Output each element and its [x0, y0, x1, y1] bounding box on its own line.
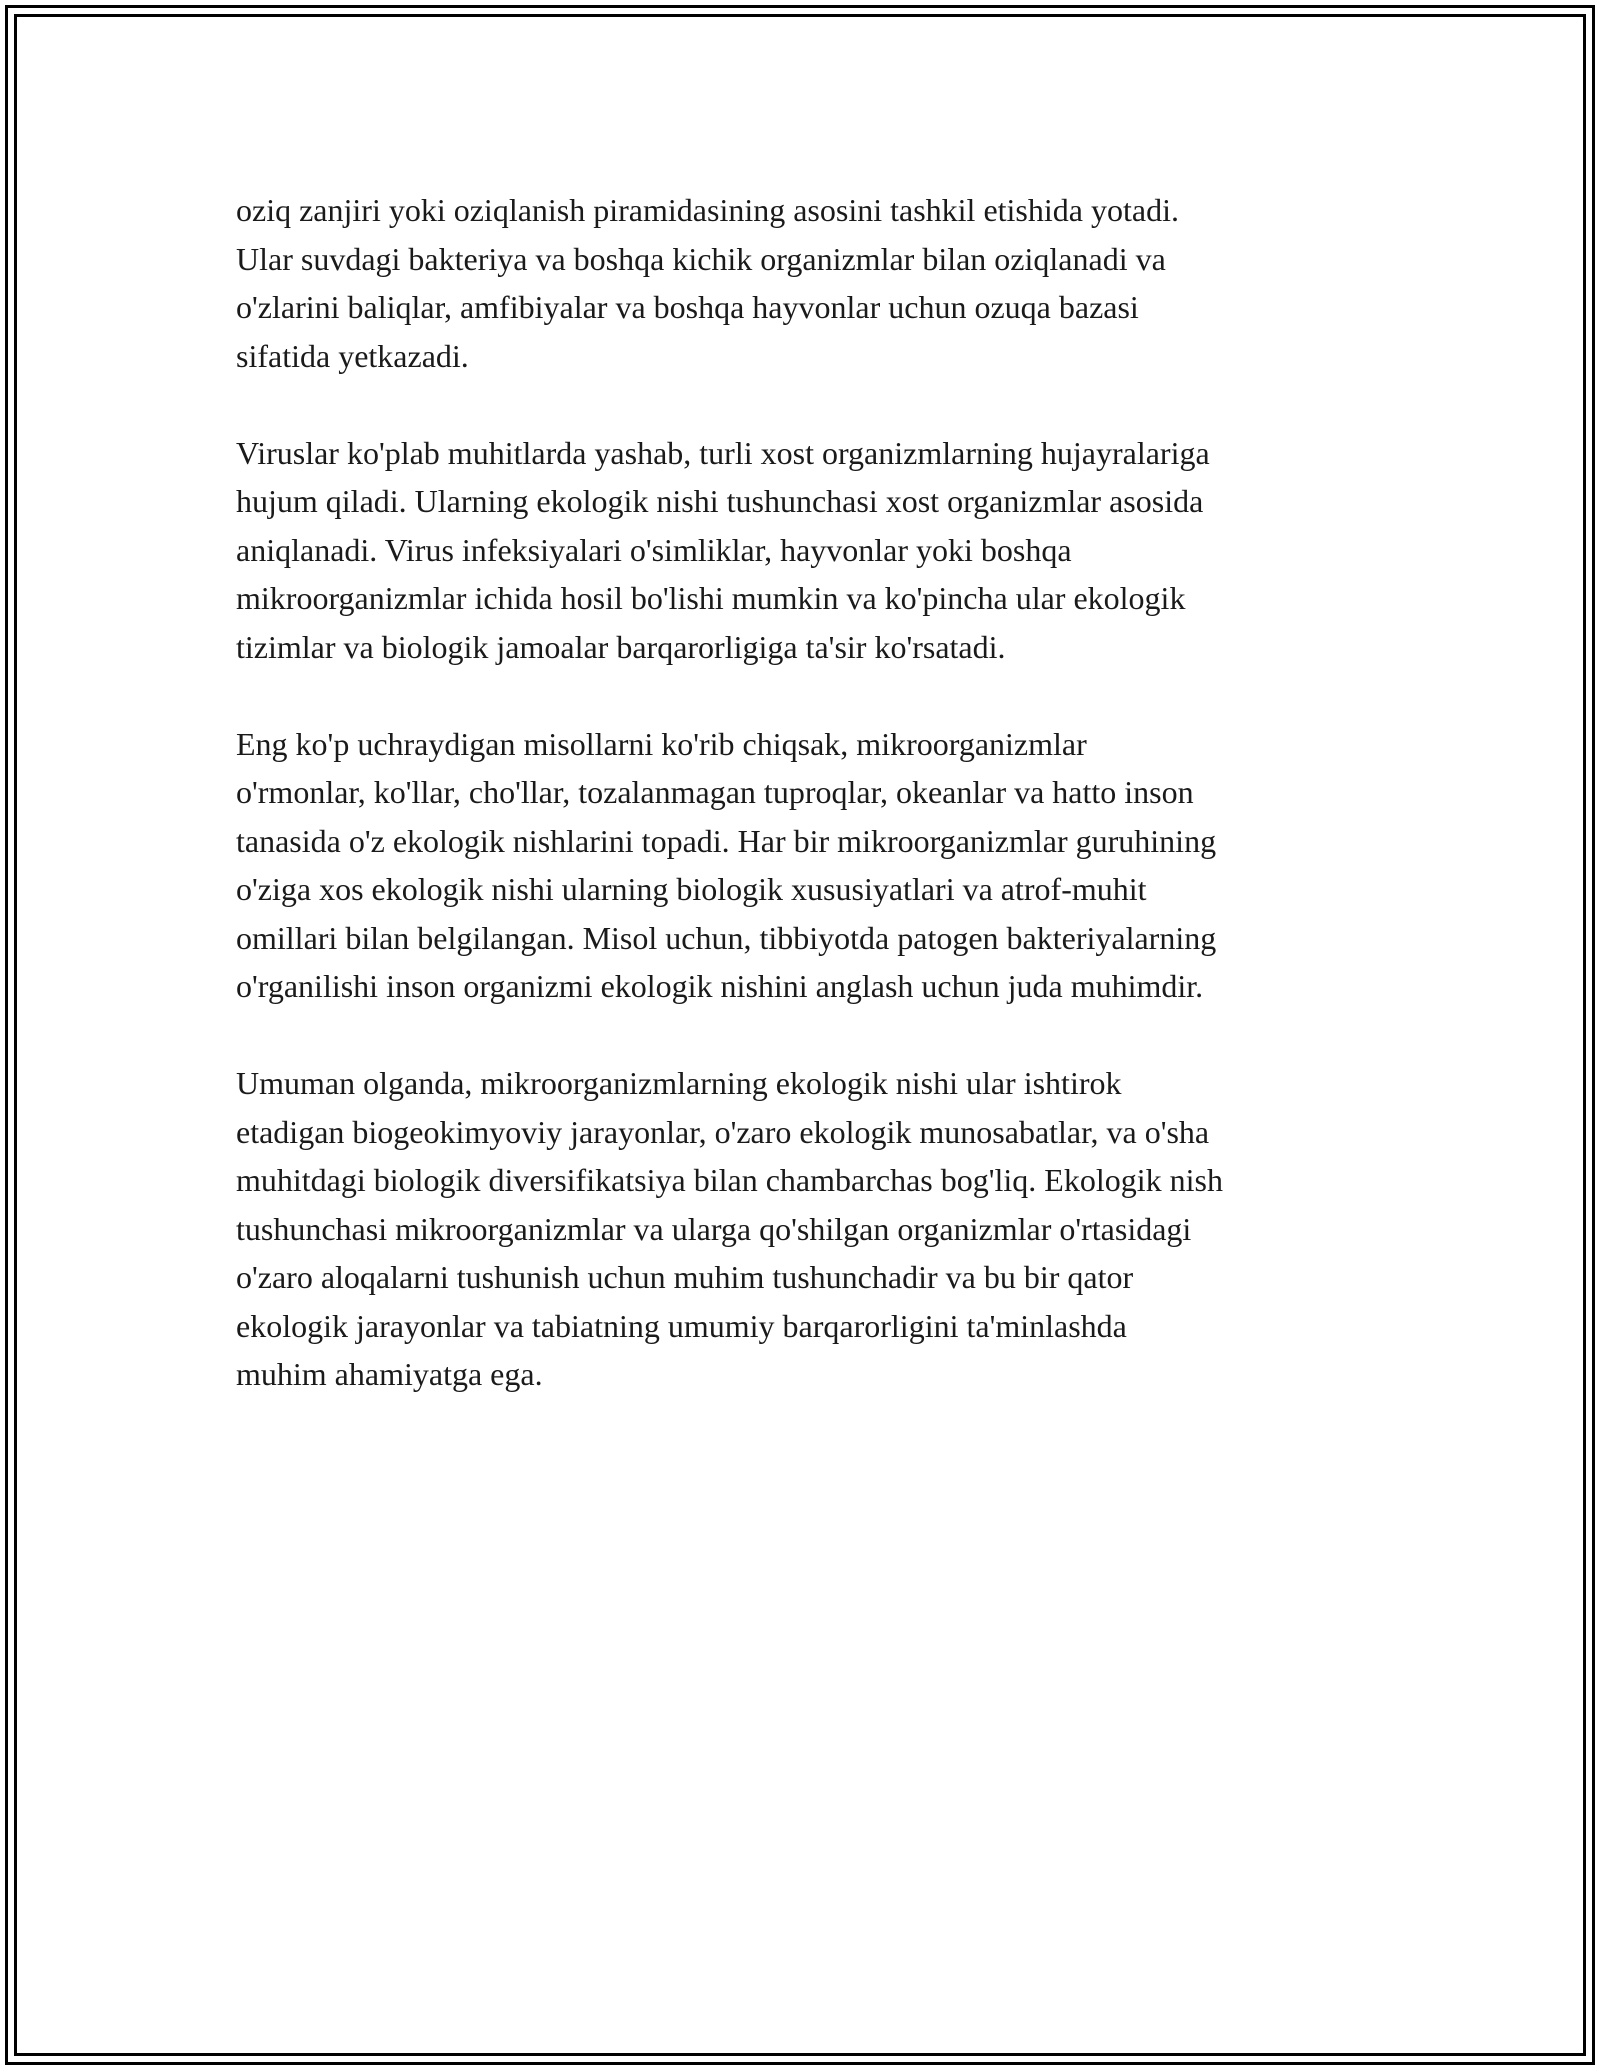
paragraph-line: Eng ko'p uchraydigan misollarni ko'rib chiqsak, mikroorganizmlar [236, 725, 1087, 762]
paragraph-line: Ular suvdagi bakteriya va boshqa kichik organizmlar bilan oziqlanadi va [236, 240, 1166, 277]
paragraph-line: o'rganilishi inson organizmi ekologik nishini anglash uchun juda muhimdir. [236, 968, 1204, 1004]
paragraph-2 [236, 429, 1376, 672]
paragraph-1 [236, 186, 1376, 380]
paragraph-3 [236, 720, 1376, 1011]
paragraph-line: Umuman olganda, mikroorganizmlarning ekologik nishi ular ishtirok [236, 1065, 1122, 1101]
paragraph-line: aniqlanadi. Virus infeksiyalari o'simliklar, hayvonlar yoki boshqa [236, 531, 1072, 568]
paragraph-line: Viruslar ko'plab muhitlarda yashab, turli xost organizmlarning hujayralariga [236, 434, 1210, 471]
paragraph-line: hujum qiladi. Ularning ekologik nishi tushunchasi xost organizmlar asosida [236, 483, 1204, 519]
paragraph-line: muhim ahamiyatga ega. [236, 1356, 543, 1392]
paragraph-line: o'ziga xos ekologik nishi ularning biologik xususiyatlari va atrof-muhit [236, 871, 1147, 907]
paragraph-line: etadigan biogeokimyoviy jarayonlar, o'zaro ekologik munosabatlar, va o'sha [236, 1113, 1210, 1150]
paragraph-line: o'zaro aloqalarni tushunish uchun muhim tushunchadir va bu bir qator [236, 1259, 1134, 1295]
paragraph-line: tizimlar va biologik jamoalar barqarorligiga ta'sir ko'rsatadi. [236, 628, 1006, 665]
paragraph-line: muhitdagi biologik diversifikatsiya bilan chambarchas bog'liq. Ekologik nish [236, 1162, 1223, 1198]
paragraph-line: o'zlarini baliqlar, amfibiyalar va boshqa hayvonlar uchun ozuqa bazasi [236, 289, 1139, 325]
paragraph-line: oziq zanjiri yoki oziqlanish piramidasining asosini tashkil etishida yotadi. [236, 192, 1179, 228]
paragraph-4 [236, 1059, 1376, 1399]
paragraph-line: tushunchasi mikroorganizmlar va ularga qo'shilgan organizmlar o'rtasidagi [236, 1210, 1192, 1247]
paragraph-line: o'rmonlar, ko'llar, cho'llar, tozalanmagan tuproqlar, okeanlar va hatto inson [236, 774, 1194, 810]
paragraph-line: sifatida yetkazadi. [236, 337, 469, 374]
paragraph-line: mikroorganizmlar ichida hosil bo'lishi mumkin va ko'pincha ular ekologik [236, 580, 1186, 616]
paragraph-line: omillari bilan belgilangan. Misol uchun, tibbiyotda patogen bakteriyalarning [236, 919, 1217, 956]
document-body [236, 186, 1376, 1447]
paragraph-line: tanasida o'z ekologik nishlarini topadi. Har bir mikroorganizmlar guruhining [236, 822, 1217, 859]
paragraph-line: ekologik jarayonlar va tabiatning umumiy barqarorligini ta'minlashda [236, 1307, 1127, 1344]
